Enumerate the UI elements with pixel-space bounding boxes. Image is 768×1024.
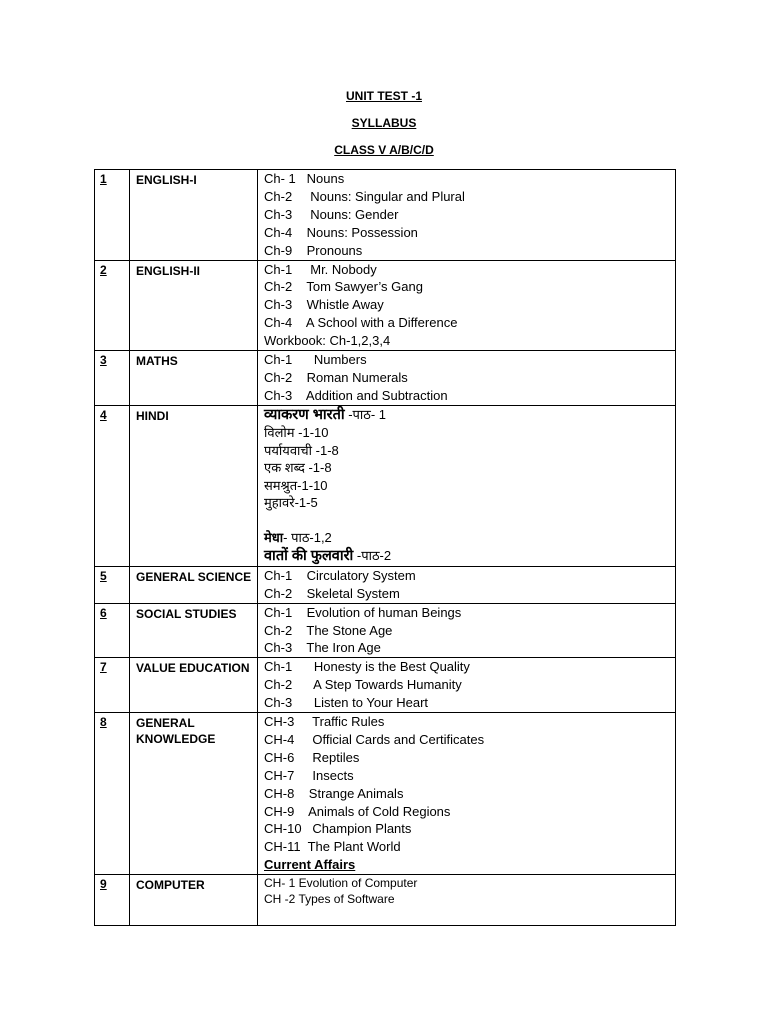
topics-cell [258, 713, 676, 875]
topic-line: CH -2 Types of Software [264, 892, 395, 907]
topic-line: Ch-3 Whistle Away [264, 297, 384, 313]
topic-line: Ch-1 Honesty is the Best Quality [264, 659, 470, 675]
row-number: 5 [95, 566, 130, 603]
row-number: 3 [95, 351, 130, 406]
table-row [95, 603, 676, 658]
document-title: UNIT TEST -1 [345, 89, 422, 103]
topic-line: Ch-3 The Iron Age [264, 640, 381, 656]
topic-line: CH-6 Reptiles [264, 749, 360, 765]
subject-name: ENGLISH-II [130, 260, 258, 351]
table-row [95, 405, 676, 566]
topic-line: CH-11 The Plant World [264, 839, 401, 855]
topic-heading: वातों की फुलवारी [264, 547, 354, 564]
topic-line: Ch-3 Addition and Subtraction [264, 387, 448, 403]
row-number: 7 [95, 658, 130, 713]
topics-cell [258, 405, 676, 566]
subject-name: HINDI [130, 405, 258, 566]
topics-cell [258, 875, 676, 926]
topic-line: Workbook: Ch-1,2,3,4 [264, 333, 391, 349]
topics-cell [258, 351, 676, 406]
topic-line: Ch-1 Evolution of human Beings [264, 604, 462, 620]
topic-line: Ch-3 Listen to Your Heart [264, 695, 429, 711]
topic-line: Ch-2 The Stone Age [264, 622, 393, 638]
current-affairs-label: Current Affairs [264, 857, 356, 873]
row-number: 4 [95, 405, 130, 566]
topic-line: Ch-1 Numbers [264, 352, 367, 368]
subject-name: SOCIAL STUDIES [130, 603, 258, 658]
subject-name: COMPUTER [130, 875, 258, 926]
row-number: 2 [95, 260, 130, 351]
row-number: 8 [95, 713, 130, 875]
table-row [95, 351, 676, 406]
topic-line: Ch-2 Tom Sawyer’s Gang [264, 279, 423, 295]
subject-name: MATHS [130, 351, 258, 406]
topic-detail: -पाठ- 1 [344, 406, 387, 422]
subject-name: ENGLISH-I [130, 170, 258, 261]
topic-line [264, 406, 675, 425]
row-number: 6 [95, 603, 130, 658]
topic-line: Ch-1 Mr. Nobody [264, 261, 377, 277]
table-row [95, 566, 676, 603]
topic-line: पर्यायवाची -1-8 [264, 442, 339, 458]
topic-line: Ch-2 Skeletal System [264, 585, 400, 601]
topic-line: Ch-2 A Step Towards Humanity [264, 677, 462, 693]
topics-cell [258, 566, 676, 603]
topics-cell [258, 170, 676, 261]
topic-line: विलोम -1-10 [264, 425, 329, 441]
topic-line: Ch-4 Nouns: Possession [264, 224, 418, 240]
row-number: 1 [95, 170, 130, 261]
topics-cell [258, 658, 676, 713]
topic-line: CH-3 Traffic Rules [264, 714, 385, 730]
topic-heading: मेधा [264, 530, 284, 546]
topic-line [264, 547, 675, 566]
syllabus-table [94, 169, 676, 926]
table-row [95, 260, 676, 351]
topic-line: Ch-3 Nouns: Gender [264, 206, 399, 222]
table-row [95, 170, 676, 261]
topic-line: CH- 1 Evolution of Computer [264, 876, 418, 891]
topic-line: Ch-1 Circulatory System [264, 567, 416, 583]
topic-line: Ch- 1 Nouns [264, 171, 345, 186]
topic-line: CH-8 Strange Animals [264, 785, 404, 801]
topic-line: Ch-2 Nouns: Singular and Plural [264, 188, 465, 204]
topic-line: Ch-4 A School with a Difference [264, 315, 458, 331]
document-subtitle: SYLLABUS [351, 116, 417, 130]
topic-line: CH-4 Official Cards and Certificates [264, 731, 485, 747]
topic-detail: - पाठ-1,2 [283, 530, 332, 546]
topic-heading: व्याकरण भारती [264, 406, 345, 423]
topic-line: Ch-9 Pronouns [264, 242, 363, 258]
subject-name: VALUE EDUCATION [130, 658, 258, 713]
topic-line: CH-9 Animals of Cold Regions [264, 803, 451, 819]
topic-line: CH-10 Champion Plants [264, 821, 412, 837]
table-row [95, 658, 676, 713]
topic-line: Ch-2 Roman Numerals [264, 369, 408, 385]
topics-cell [258, 260, 676, 351]
subject-name: GENERAL KNOWLEDGE [130, 713, 258, 875]
topic-line: मुहावरे-1-5 [264, 495, 318, 511]
topic-detail: -पाठ-2 [353, 547, 392, 563]
topic-line: समश्रुत-1-10 [264, 477, 328, 493]
table-row [95, 713, 676, 875]
blank-line [264, 512, 675, 530]
subject-name: GENERAL SCIENCE [130, 566, 258, 603]
topic-line: CH-7 Insects [264, 767, 354, 783]
topics-cell [258, 603, 676, 658]
row-number: 9 [95, 875, 130, 926]
table-row [95, 875, 676, 926]
topic-line [264, 529, 675, 547]
topic-line: एक शब्द -1-8 [264, 460, 332, 476]
class-line: CLASS V A/B/C/D [334, 143, 434, 157]
